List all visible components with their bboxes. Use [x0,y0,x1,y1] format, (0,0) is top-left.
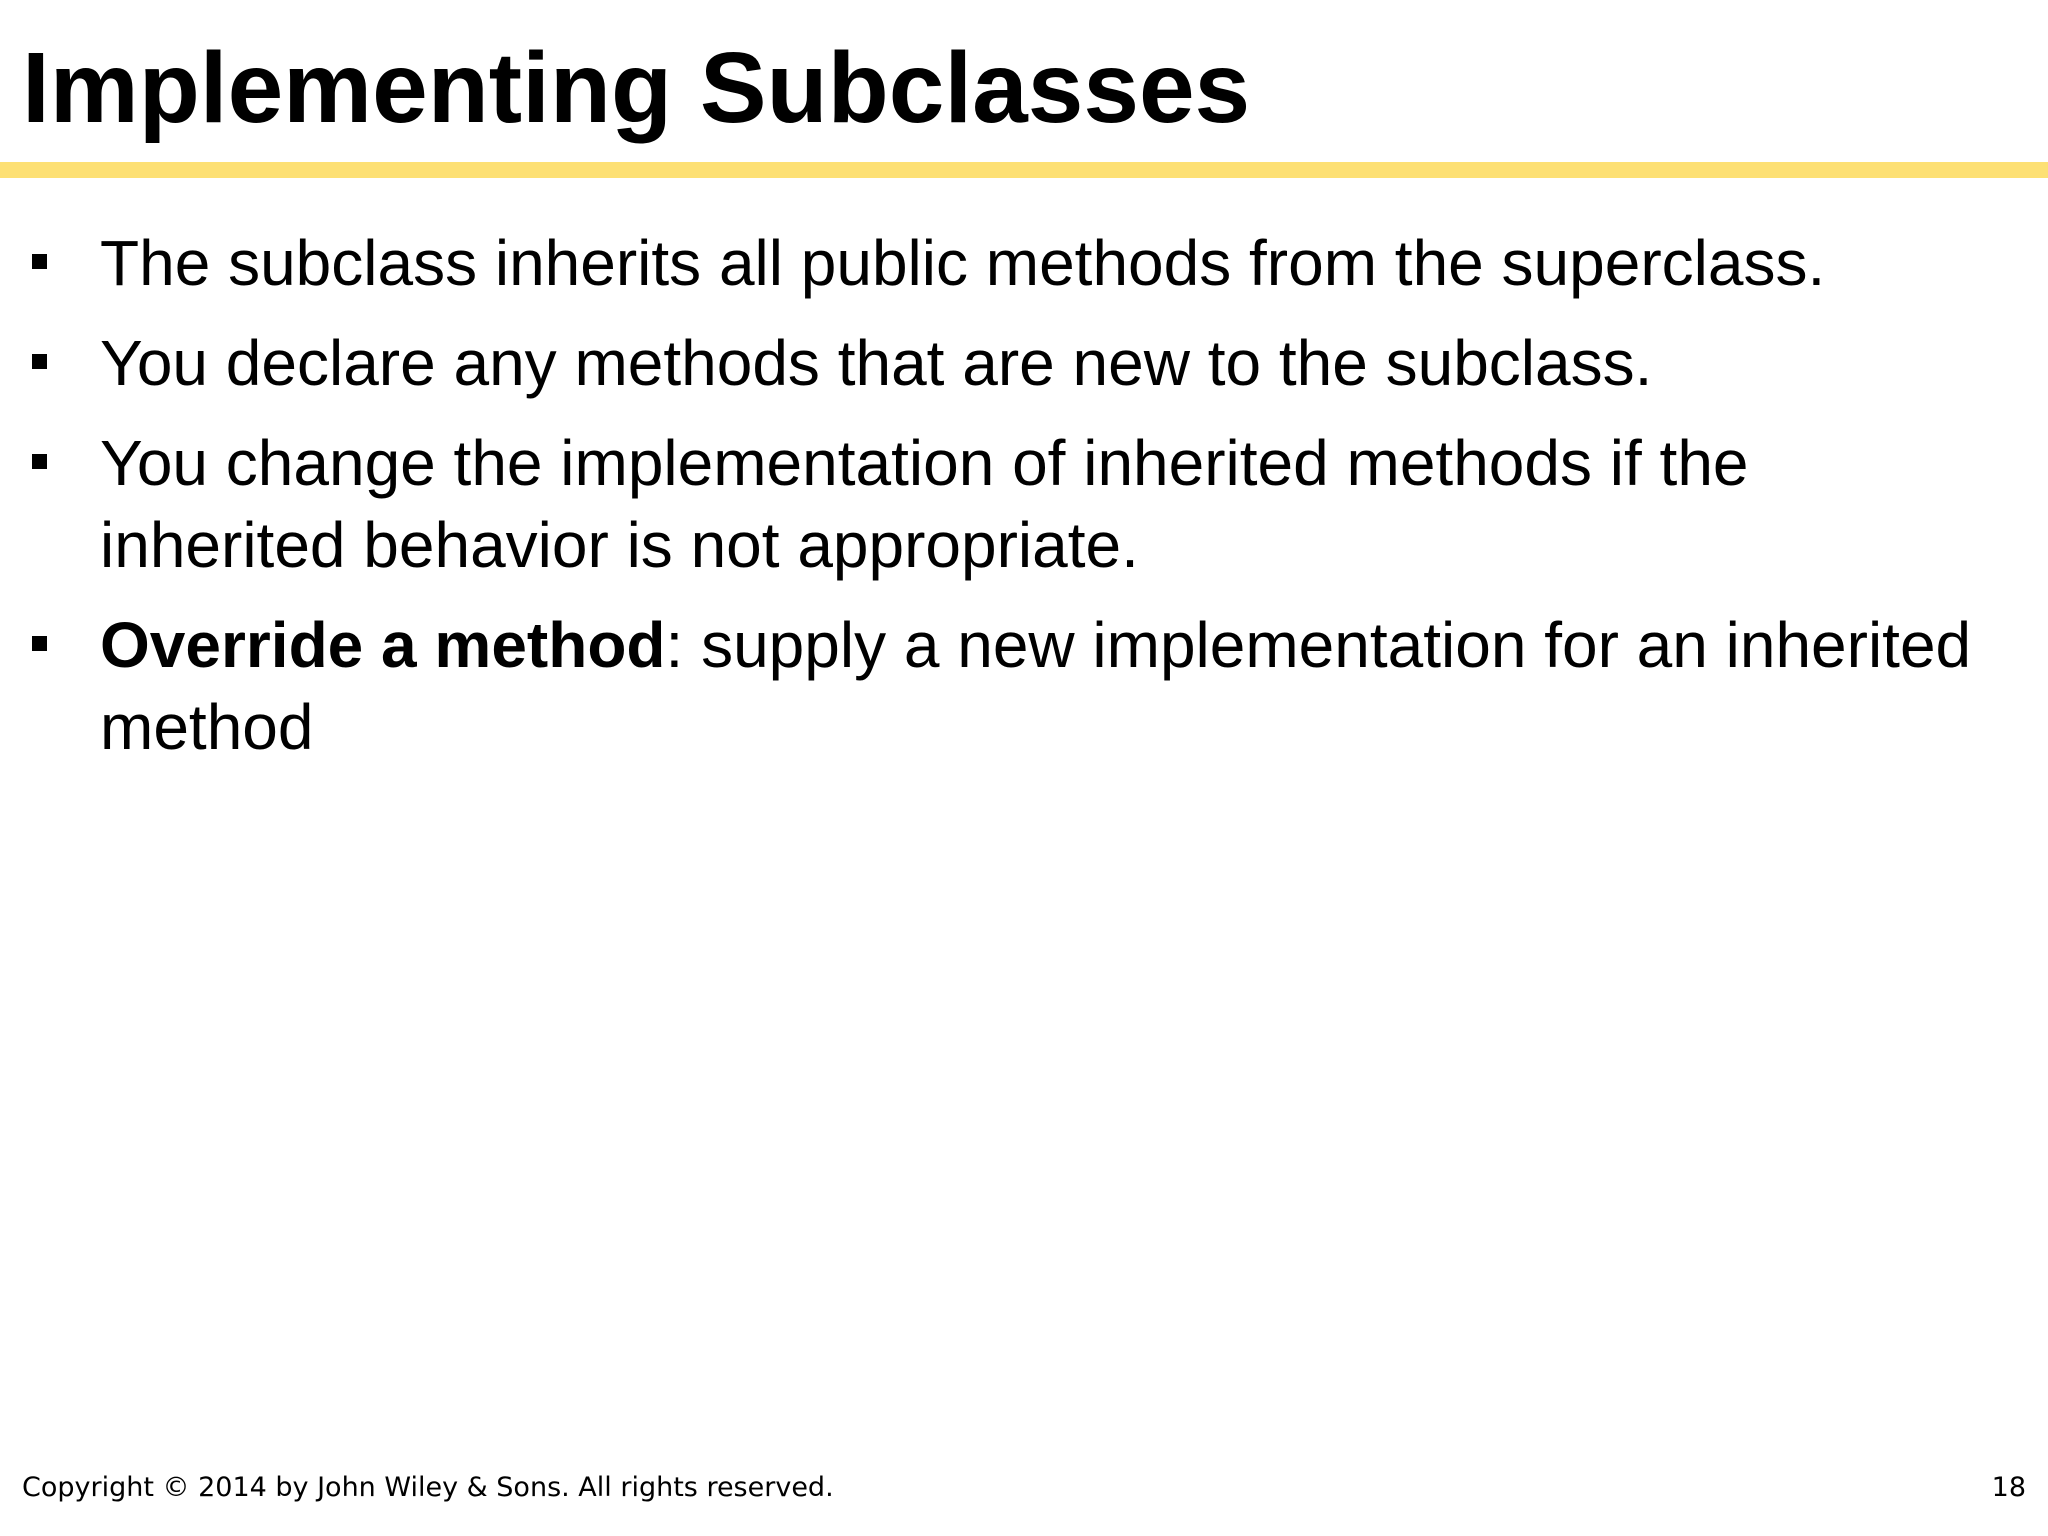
bullet-item [0,604,2048,768]
bullet-text [100,609,1971,763]
slide-title: Implementing Subclasses [22,32,1251,144]
title-underline [0,162,2048,178]
bullet-body-text: The subclass inherits all public methods from the superclass. [100,227,1826,299]
bullet-item [0,322,2048,404]
bullet-body-text: You change the implementation of inherited methods if the inherited behavior is not appropriate. [100,427,1749,581]
bullet-item [0,422,2048,586]
bullet-body-text: : supply a new implementation for an inherited method [100,609,1972,763]
bullet-body-text: You declare any methods that are new to the subclass. [100,327,1653,399]
bullet-text [100,327,1652,399]
bullet-bold-text: Override a method [100,609,666,681]
bullet-item [0,222,2048,304]
bullet-text [100,427,1749,581]
footer-copyright: Copyright © 2014 by John Wiley & Sons. All rights reserved. [22,1472,834,1503]
square-bullet-icon [32,354,47,369]
square-bullet-icon [32,636,47,651]
bullet-list [0,222,2048,786]
page-number: 18 [1991,1472,2026,1503]
square-bullet-icon [32,454,47,469]
bullet-text [100,227,1825,299]
square-bullet-icon [32,254,47,269]
